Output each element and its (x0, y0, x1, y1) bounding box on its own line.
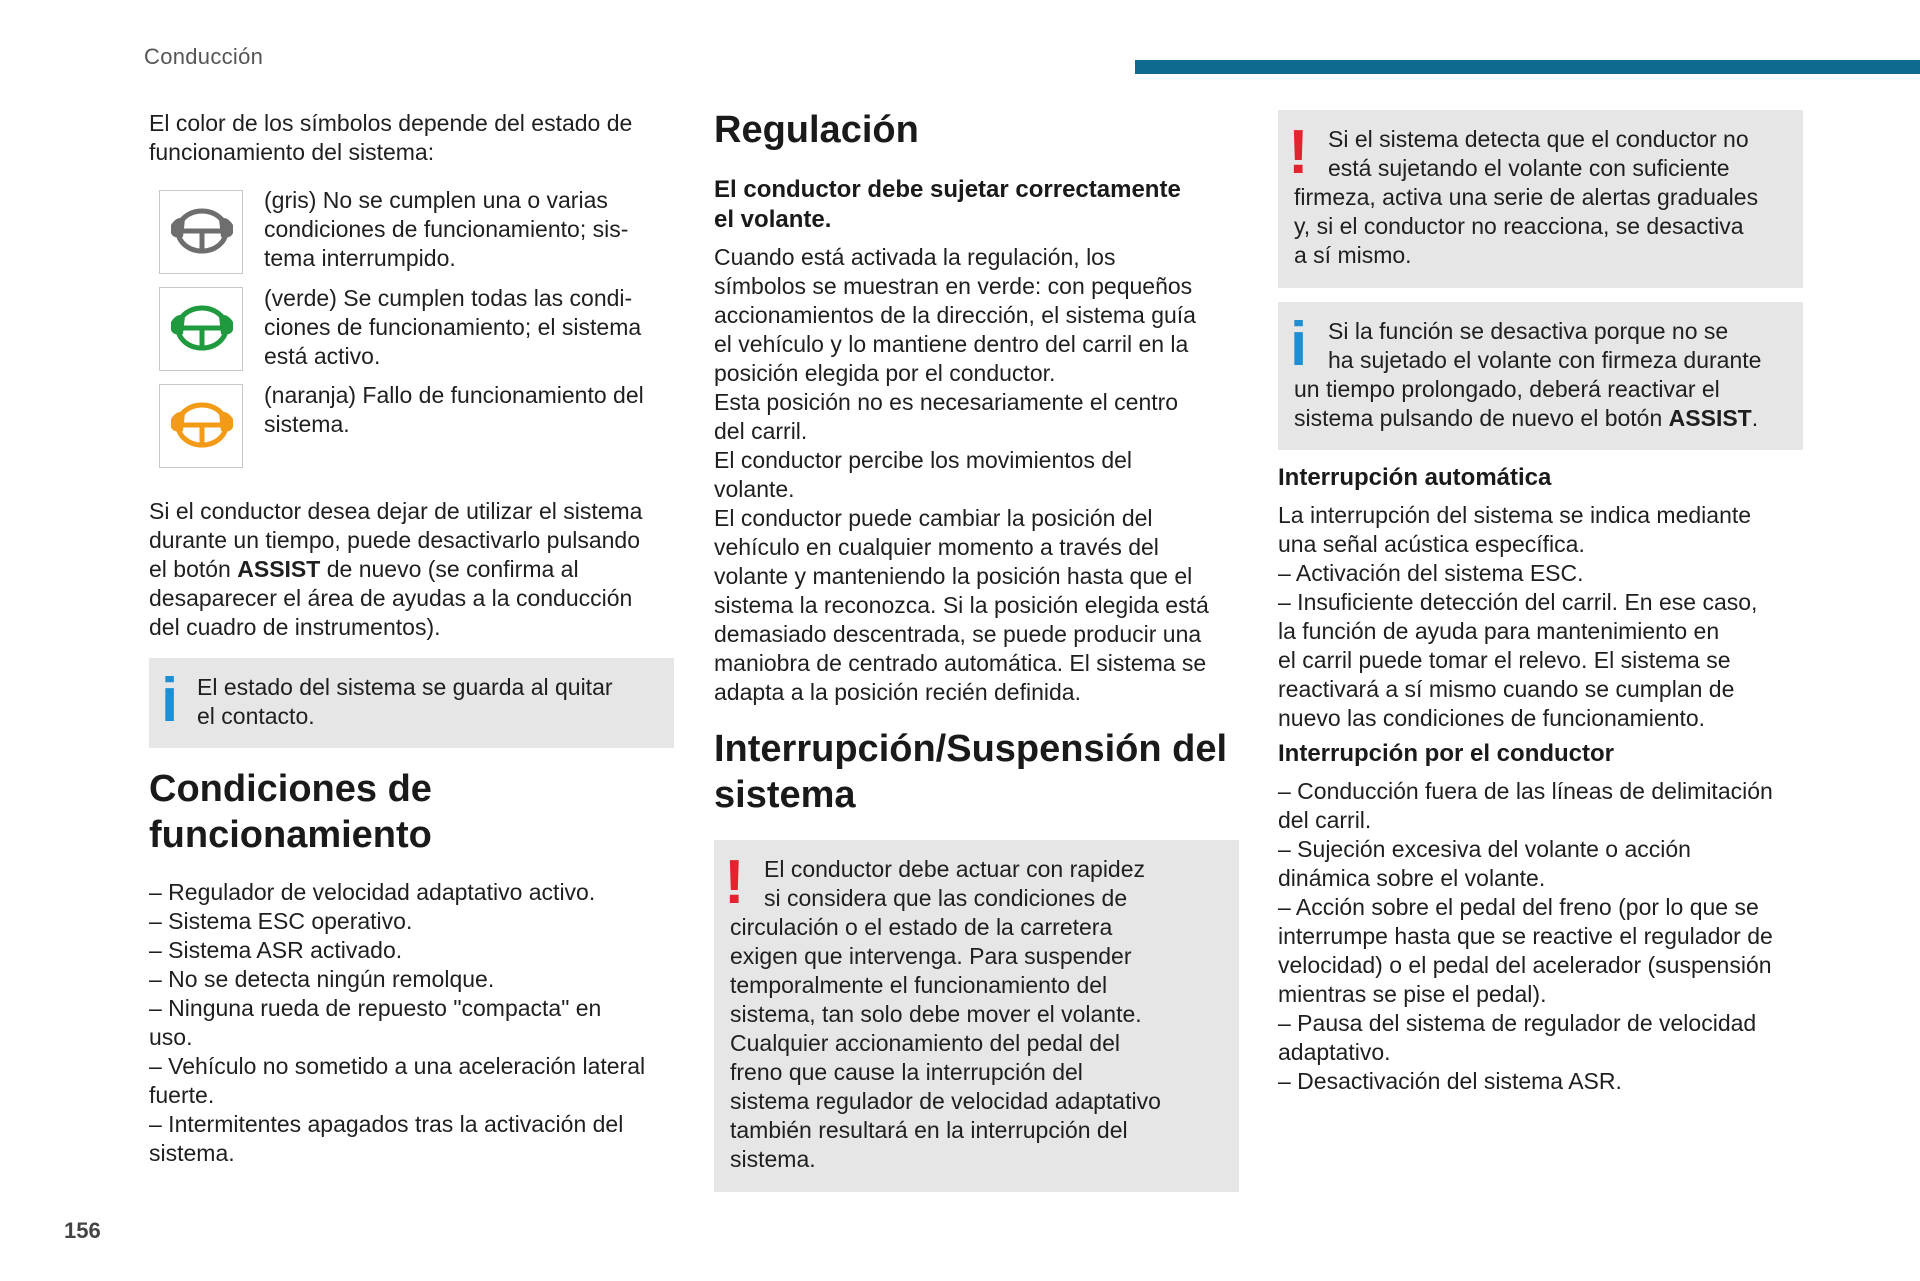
paragraph-line: el vehículo y lo mantiene dentro del carril en la (714, 331, 1189, 357)
warning-line: freno que cause la interrupción del (730, 1059, 1083, 1085)
warning-line: sistema, tan solo debe mover el volante. (730, 1001, 1142, 1027)
info-box-text (197, 673, 667, 731)
intro-paragraph (149, 109, 674, 167)
paragraph-line: La interrupción del sistema se indica mediante (1278, 502, 1752, 528)
paragraph-line: durante un tiempo, puede desactivarlo pulsando (149, 527, 641, 553)
warning-box (1278, 110, 1803, 288)
auto-interruption-body (1278, 501, 1818, 733)
steering-hands-green-icon (168, 298, 236, 358)
paragraph-line: reactivará a sí mismo cuando se cumplan de (1278, 676, 1735, 702)
list-item: velocidad) o el pedal del acelerador (suspensión (1278, 952, 1772, 978)
list-item: mientras se pise el pedal). (1278, 981, 1547, 1007)
list-item: interrumpe hasta que se reactive el regulador de (1278, 923, 1773, 949)
auto-interruption-heading: Interrupción automática (1278, 464, 1552, 491)
driver-interruption-body (1278, 777, 1823, 1096)
warning-line: y, si el conductor no reacciona, se desactiva (1294, 213, 1744, 239)
text-run: sistema pulsando de nuevo el botón (1294, 405, 1669, 431)
paragraph-line: posición elegida por el conductor. (714, 360, 1056, 386)
subheading-line: el volante. (714, 206, 832, 233)
paragraph-line: demasiado descentrada, se puede producir una (714, 621, 1202, 647)
steering-hands-orange-icon (168, 395, 236, 455)
symbol-green-frame (159, 287, 243, 371)
paragraph-line: sistema la reconozca. Si la posición elegida está (714, 592, 1209, 618)
list-item: – Conducción fuera de las líneas de delimitación (1278, 778, 1773, 804)
list-item: – Sistema ESC operativo. (149, 908, 413, 934)
interruption-heading (714, 726, 1254, 818)
symbol-text-line: está activo. (264, 343, 381, 369)
warning-line: está sujetando el volante con suficiente (1328, 155, 1730, 181)
warning-line: sistema regulador de velocidad adaptativo (730, 1088, 1161, 1114)
deactivate-paragraph (149, 497, 674, 642)
heading-line: Interrupción/Suspensión del (714, 728, 1228, 770)
paragraph-line: Cuando está activada la regulación, los (714, 244, 1116, 270)
info-box (149, 658, 674, 748)
list-item: – Vehículo no sometido a una aceleración lateral (149, 1053, 646, 1079)
symbol-orange-text (264, 381, 684, 439)
list-item: fuerte. (149, 1082, 215, 1108)
warning-line: circulación o el estado de la carretera (730, 914, 1113, 940)
warning-line: temporalmente el funcionamiento del (730, 972, 1108, 998)
text-run: el botón (149, 556, 238, 582)
assist-button-name: ASSIST (1668, 405, 1752, 431)
paragraph-line: nuevo las condiciones de funcionamiento. (1278, 705, 1706, 731)
paragraph-line: símbolos se muestran en verde: con pequeños (714, 273, 1193, 299)
paragraph-line (149, 555, 674, 584)
regulation-subheading (714, 175, 1239, 235)
warning-line: Si el sistema detecta que el conductor no (1328, 126, 1749, 152)
intro-line: El color de los símbolos depende del estado de (149, 110, 633, 136)
warning-line: sistema. (730, 1146, 816, 1172)
info-box (1278, 302, 1803, 450)
paragraph-line: volante. (714, 476, 795, 502)
paragraph-line: del carril. (714, 418, 808, 444)
symbol-text-line: ciones de funcionamiento; el sistema (264, 314, 642, 340)
symbol-text-line: (naranja) Fallo de funcionamiento del (264, 382, 644, 408)
warning-icon: ! (1288, 118, 1309, 187)
symbol-text-line: (verde) Se cumplen todas las condi- (264, 285, 633, 311)
paragraph-line: el carril puede tomar el relevo. El sistema se (1278, 647, 1731, 673)
list-item: – Sujeción excesiva del volante o acción (1278, 836, 1691, 862)
steering-hands-gray-icon (168, 201, 236, 261)
warning-box-text (730, 855, 1230, 1174)
page-number: 156 (64, 1218, 101, 1243)
list-item: – Regulador de velocidad adaptativo activo. (149, 879, 596, 905)
heading-line: sistema (714, 774, 856, 816)
subheading-line: El conductor debe sujetar correctamente (714, 176, 1181, 203)
paragraph-line: El conductor puede cambiar la posición del (714, 505, 1153, 531)
paragraph-line: desaparecer el área de ayudas a la conducción (149, 585, 633, 611)
list-item: sistema. (149, 1140, 235, 1166)
paragraph-line: accionamientos de la dirección, el sistema guía (714, 302, 1196, 328)
symbol-green-text (264, 284, 684, 371)
warning-line: a sí mismo. (1294, 242, 1412, 268)
list-item: uso. (149, 1024, 193, 1050)
paragraph-line: del cuadro de instrumentos). (149, 614, 441, 640)
list-item: dinámica sobre el volante. (1278, 865, 1546, 891)
warning-line: si considera que las condiciones de (764, 885, 1128, 911)
list-item: adaptativo. (1278, 1039, 1391, 1065)
heading-line: Condiciones de (149, 768, 432, 810)
paragraph-line: vehículo en cualquier momento a través del (714, 534, 1159, 560)
info-line: ha sujetado el volante con firmeza durante (1328, 347, 1762, 373)
section-label: Conducción (144, 44, 264, 69)
paragraph-line: – Insuficiente detección del carril. En ese caso, (1278, 589, 1758, 615)
heading-line: funcionamiento (149, 814, 432, 856)
list-item: – Desactivación del sistema ASR. (1278, 1068, 1622, 1094)
driver-interruption-heading: Interrupción por el conductor (1278, 740, 1615, 767)
warning-icon: ! (724, 848, 745, 917)
info-line: Si la función se desactiva porque no se (1328, 318, 1729, 344)
warning-line: también resultará en la interrupción del (730, 1117, 1128, 1143)
intro-line: funcionamiento del sistema: (149, 139, 435, 165)
paragraph-line: la función de ayuda para mantenimiento en (1278, 618, 1720, 644)
info-icon: i (161, 666, 179, 735)
symbol-text-line: tema interrumpido. (264, 245, 456, 271)
warning-line: Cualquier accionamiento del pedal del (730, 1030, 1120, 1056)
warning-line: El conductor debe actuar con rapidez (764, 856, 1146, 882)
list-item: – No se detecta ningún remolque. (149, 966, 495, 992)
list-item: – Ninguna rueda de repuesto "compacta" en (149, 995, 602, 1021)
list-item: – Pausa del sistema de regulador de velocidad (1278, 1010, 1757, 1036)
regulation-heading: Regulación (714, 109, 919, 151)
paragraph-line: – Activación del sistema ESC. (1278, 560, 1584, 586)
list-item: del carril. (1278, 807, 1372, 833)
paragraph-line: adapta a la posición recién definida. (714, 679, 1081, 705)
list-item: – Sistema ASR activado. (149, 937, 403, 963)
symbol-gray-frame (159, 190, 243, 274)
info-box-text (1294, 317, 1799, 433)
info-line: un tiempo prolongado, deberá reactivar el (1294, 376, 1720, 402)
symbol-orange-frame (159, 384, 243, 468)
symbol-text-line: condiciones de funcionamiento; sis- (264, 216, 629, 242)
info-line (1294, 404, 1799, 433)
paragraph-line: una señal acústica específica. (1278, 531, 1585, 557)
list-item: – Intermitentes apagados tras la activación del (149, 1111, 624, 1137)
symbol-text-line: sistema. (264, 411, 350, 437)
regulation-body (714, 243, 1239, 707)
symbol-text-line: (gris) No se cumplen una o varias (264, 187, 608, 213)
paragraph-line: Si el conductor desea dejar de utilizar el sistema (149, 498, 643, 524)
paragraph-line: El conductor percibe los movimientos del (714, 447, 1133, 473)
warning-line: exigen que intervenga. Para suspender (730, 943, 1132, 969)
text-run: . (1751, 405, 1759, 431)
accent-bar (1135, 60, 1920, 74)
list-item: – Acción sobre el pedal del freno (por lo que se (1278, 894, 1759, 920)
warning-box (714, 840, 1239, 1192)
symbol-gray-text (264, 186, 684, 273)
paragraph-line: volante y manteniendo la posición hasta que el (714, 563, 1193, 589)
info-line: El estado del sistema se guarda al quitar (197, 674, 613, 700)
text-run: de nuevo (se confirma al (320, 556, 579, 582)
warning-line: firmeza, activa una serie de alertas graduales (1294, 184, 1759, 210)
info-icon: i (1290, 310, 1308, 379)
conditions-heading (149, 766, 674, 858)
info-line: el contacto. (197, 703, 315, 729)
paragraph-line: maniobra de centrado automática. El sistema se (714, 650, 1207, 676)
assist-button-name: ASSIST (237, 556, 321, 582)
conditions-list (149, 878, 689, 1168)
warning-box-text (1294, 125, 1799, 270)
paragraph-line: Esta posición no es necesariamente el centro (714, 389, 1179, 415)
